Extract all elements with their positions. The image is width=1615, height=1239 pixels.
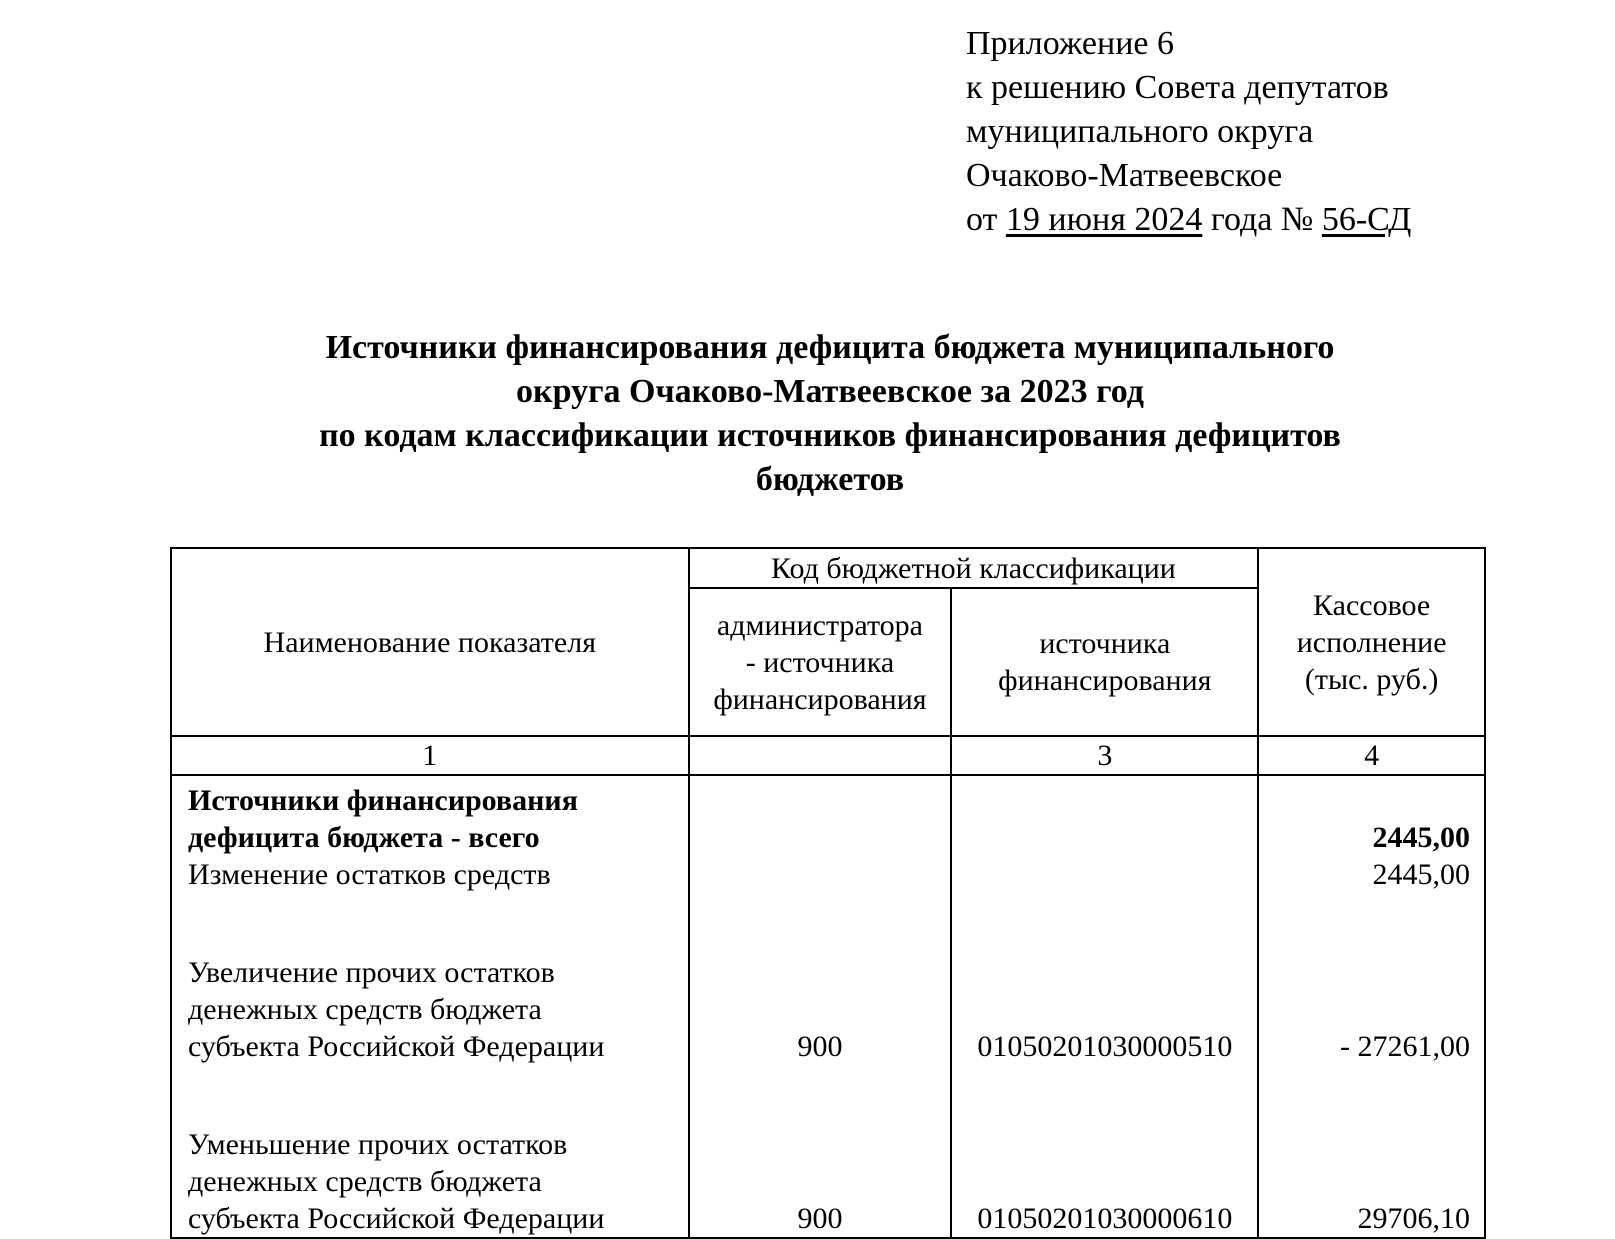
sources-table bbox=[170, 547, 1486, 1239]
row-admin-code: 900 bbox=[797, 1030, 843, 1063]
title-line: бюджетов bbox=[755, 461, 905, 498]
row-amount: - 27261,00 bbox=[1340, 1030, 1470, 1063]
header-amount bbox=[1258, 548, 1485, 736]
row-name-line: денежных средств бюджета bbox=[188, 993, 542, 1026]
row-amount: 2445,00 bbox=[1372, 821, 1470, 854]
document-title bbox=[160, 326, 1500, 502]
row-name-line: субъекта Российской Федерации bbox=[188, 1030, 605, 1063]
appendix-number-prefix: года № bbox=[1202, 201, 1322, 238]
row-admin-code: 900 bbox=[797, 1202, 843, 1235]
header-admin bbox=[689, 588, 952, 736]
row-name-line: Уменьшение прочих остатков bbox=[188, 1128, 568, 1161]
title-line: Источники финансирования дефицита бюджета муниципального bbox=[325, 329, 1335, 366]
row-amount: 29706,10 bbox=[1357, 1202, 1470, 1235]
name-column bbox=[171, 775, 689, 1238]
appendix-date-prefix: от bbox=[966, 201, 1006, 238]
header-admin-line: администратора bbox=[716, 608, 923, 642]
header-amount-line: исполнение bbox=[1296, 625, 1447, 659]
appendix-line: муниципального округа bbox=[966, 113, 1314, 150]
row-name-line: субъекта Российской Федерации bbox=[188, 1202, 605, 1235]
header-source-line: источника bbox=[1039, 627, 1171, 660]
header-admin-line: финансирования bbox=[713, 682, 927, 716]
appendix-number: 56-СД bbox=[1321, 201, 1412, 238]
row-name-line: Изменение остатков средств bbox=[188, 858, 551, 891]
title-line: округа Очаково-Матвеевское за 2023 год bbox=[516, 373, 1144, 410]
appendix-block bbox=[966, 22, 1411, 242]
row-name-line: денежных средств бюджета bbox=[188, 1165, 542, 1198]
row-source-code: 01050201030000610 bbox=[977, 1202, 1233, 1235]
column-number bbox=[689, 736, 952, 775]
column-numbers-row bbox=[171, 736, 1485, 775]
header-amount-line: Кассовое bbox=[1313, 588, 1431, 622]
title-line: по кодам классификации источников финансирования дефицитов bbox=[319, 417, 1341, 454]
header-amount-line: (тыс. руб.) bbox=[1304, 662, 1439, 696]
appendix-date: 19 июня 2024 bbox=[1005, 201, 1203, 238]
header-source bbox=[951, 588, 1258, 736]
row-name-line: Увеличение прочих остатков bbox=[188, 956, 555, 989]
table-header-row bbox=[171, 548, 1485, 588]
column-number: 4 bbox=[1258, 736, 1485, 775]
appendix-date-line bbox=[966, 198, 1411, 242]
table-body-row bbox=[171, 775, 1485, 1238]
row-amount: 2445,00 bbox=[1372, 858, 1470, 891]
row-name-line: дефицита бюджета - всего bbox=[188, 821, 540, 854]
column-number: 1 bbox=[171, 736, 689, 775]
header-name: Наименование показателя bbox=[171, 548, 689, 736]
header-source-line: финансирования bbox=[998, 664, 1212, 697]
appendix-line: Приложение 6 bbox=[966, 25, 1174, 62]
appendix-line: к решению Совета депутатов bbox=[966, 69, 1389, 106]
column-number: 3 bbox=[951, 736, 1258, 775]
header-admin-line: - источника bbox=[745, 645, 895, 679]
appendix-line: Очаково-Матвеевское bbox=[966, 157, 1283, 194]
row-name-line: Источники финансирования bbox=[188, 784, 578, 817]
row-source-code: 01050201030000510 bbox=[977, 1030, 1233, 1063]
source-column bbox=[951, 775, 1258, 1238]
amount-column bbox=[1258, 775, 1485, 1238]
header-code-group: Код бюджетной классификации bbox=[689, 548, 1259, 588]
admin-column bbox=[689, 775, 952, 1238]
